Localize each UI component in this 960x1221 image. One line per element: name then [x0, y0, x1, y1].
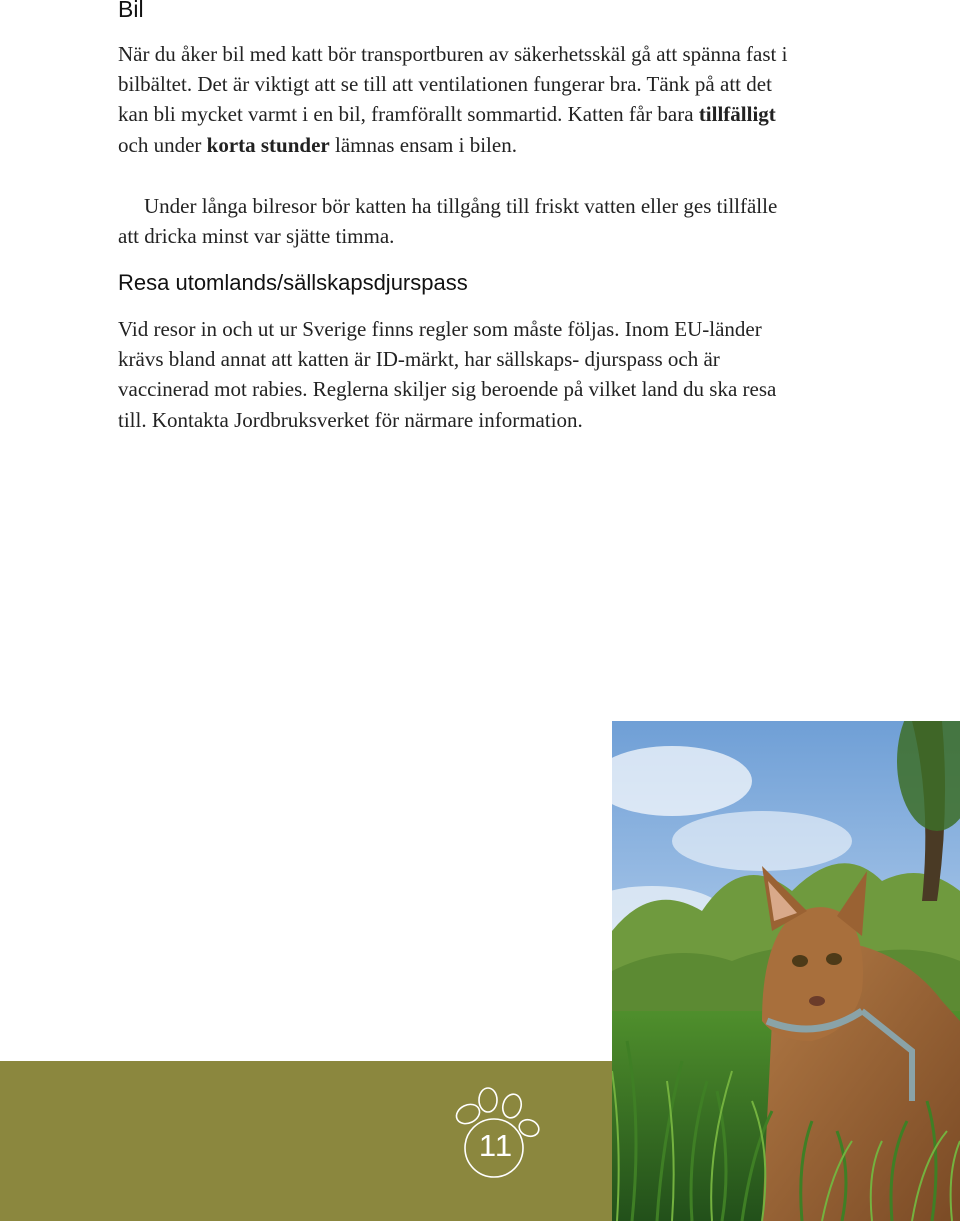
section-heading-bil: Bil	[118, 0, 144, 22]
paragraph-text: lämnas ensam i bilen.	[329, 132, 517, 157]
page-number: 11	[478, 1128, 514, 1163]
cat-in-grass-photo	[612, 721, 960, 1221]
paragraph-pet-passport: Vid resor in och ut ur Sverige finns regler som måste följas. Inom EU-länder krävs bland annat att katten är ID-märkt, har sällskaps- djurspass och är vaccinerad mot rabies. Reglerna skiljer sig beroende på vilket land du ska resa till. Kontakta Jordbruksverket för närmare information.	[118, 317, 777, 432]
paragraph-text: och under	[118, 132, 207, 157]
section-heading-travel-abroad: Resa utomlands/sällskapsdjurspass	[118, 270, 468, 295]
paragraph-long-trips	[118, 191, 798, 251]
paragraph-text: När du åker bil med katt bör transportburen av säkerhetsskäl gå att spänna fast i bilbältet. Det är viktigt att se till att ventilationen fungerar bra. Tänk på att det kan bli mycket varmt i en bil, framförallt sommartid. Katten får bara	[118, 42, 788, 127]
paragraph-text: Under långa bilresor bör katten ha tillgång till friskt vatten eller ges tillfälle att dricka minst var sjätte timma.	[118, 194, 778, 249]
emphasis-temporarily: tillfälligt	[698, 102, 776, 127]
emphasis-short-times: korta stunder	[206, 132, 330, 157]
paragraph-car-transport	[118, 39, 798, 160]
